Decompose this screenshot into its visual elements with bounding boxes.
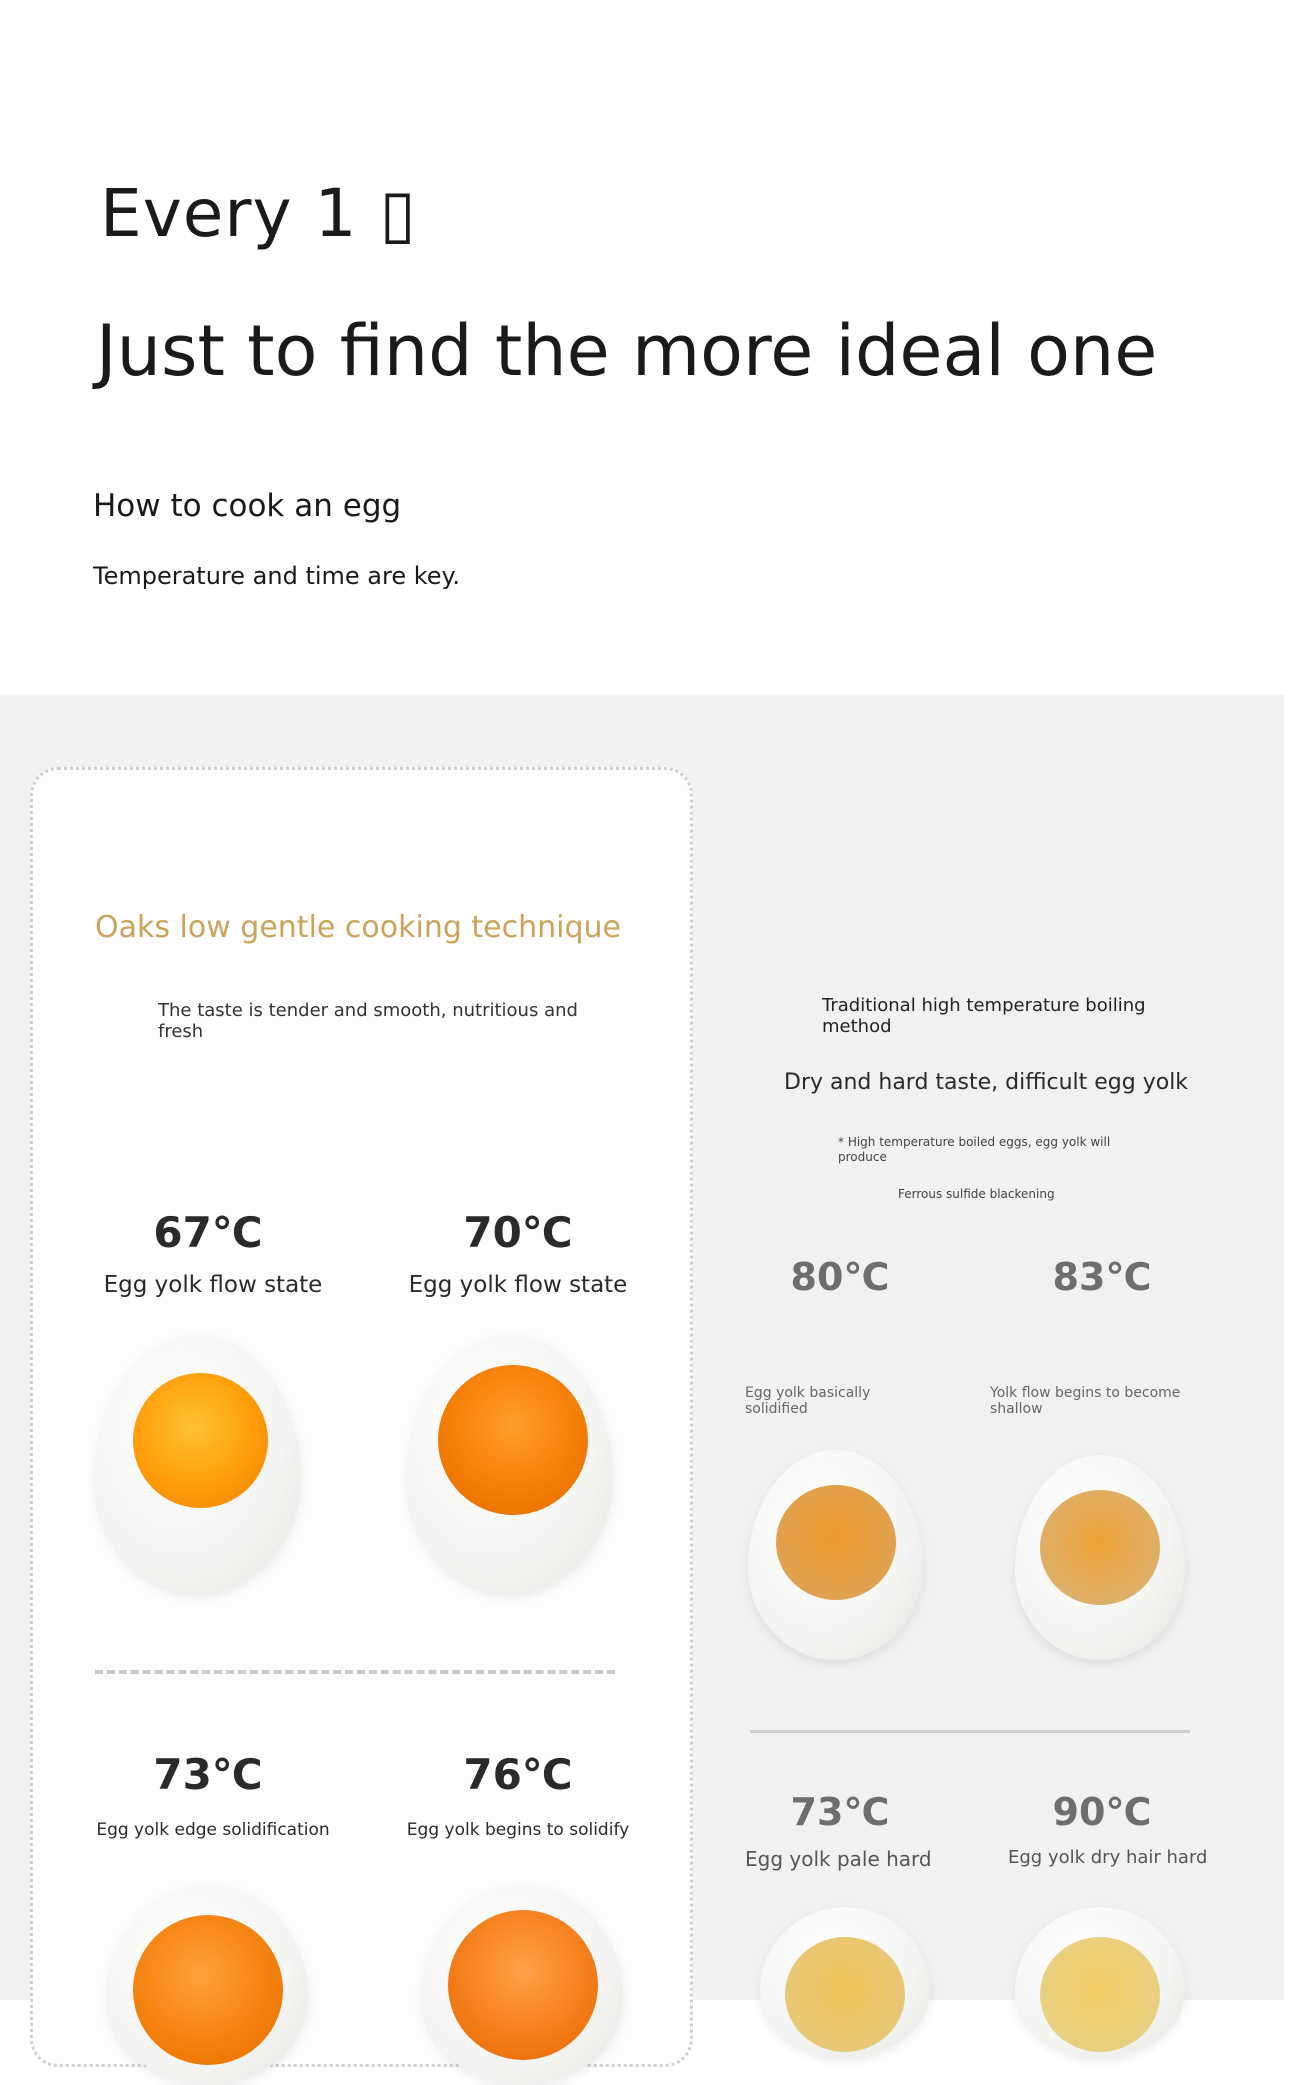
egg-temp-67: 67℃ (153, 1208, 263, 1257)
boiling-subtitle: Dry and hard taste, difficult egg yolk (784, 1070, 1189, 1095)
low-temp-divider (95, 1670, 615, 1674)
section-subtitle: How to cook an egg (93, 488, 402, 524)
egg-image-90 (1015, 1907, 1185, 2057)
egg-label-83: Yolk flow begins to become shallow (990, 1385, 1181, 1417)
egg-temp-73-boiled: 73℃ (790, 1790, 890, 1834)
egg-temp-73: 73℃ (153, 1750, 263, 1799)
boiling-note-2: Ferrous sulfide blackening (898, 1187, 1055, 1201)
egg-temp-80: 80℃ (790, 1255, 890, 1299)
egg-temp-70: 70℃ (463, 1208, 573, 1257)
low-temp-description: The taste is tender and smooth, nutritious and fresh (158, 1000, 578, 1042)
egg-temp-90: 90℃ (1052, 1790, 1152, 1834)
comparison-section (0, 695, 1284, 2000)
headline-ideal: Just to find the more ideal one (96, 310, 1158, 392)
egg-image-80 (748, 1450, 923, 1660)
boiling-title: Traditional high temperature boiling method (822, 995, 1146, 1037)
egg-label-90: Egg yolk dry hair hard (1008, 1847, 1208, 1868)
egg-image-70 (408, 1335, 613, 1593)
egg-image-76 (423, 1885, 623, 2085)
egg-image-73 (108, 1885, 308, 2085)
section-tagline: Temperature and time are key. (93, 562, 460, 590)
egg-label-70: Egg yolk flow state (408, 1272, 628, 1298)
boiling-note: * High temperature boiled eggs, egg yolk will produce (838, 1135, 1111, 1164)
egg-temp-76: 76℃ (463, 1750, 573, 1799)
egg-image-83 (1015, 1455, 1185, 1660)
boiling-divider (750, 1730, 1190, 1733)
egg-label-73: Egg yolk edge solidification (96, 1820, 330, 1840)
low-temp-title: Oaks low gentle cooking technique (95, 910, 621, 945)
headline-every: Every 1 ▯ (100, 175, 417, 252)
egg-image-73-boiled (760, 1907, 930, 2057)
egg-label-80: Egg yolk basically solidified (745, 1385, 871, 1417)
egg-temp-83: 83℃ (1052, 1255, 1152, 1299)
egg-label-67: Egg yolk flow state (103, 1272, 323, 1298)
egg-label-73-boiled: Egg yolk pale hard (745, 1847, 932, 1871)
egg-image-67 (96, 1335, 301, 1593)
low-temp-card (30, 767, 693, 2067)
egg-label-76: Egg yolk begins to solidify (406, 1820, 630, 1840)
